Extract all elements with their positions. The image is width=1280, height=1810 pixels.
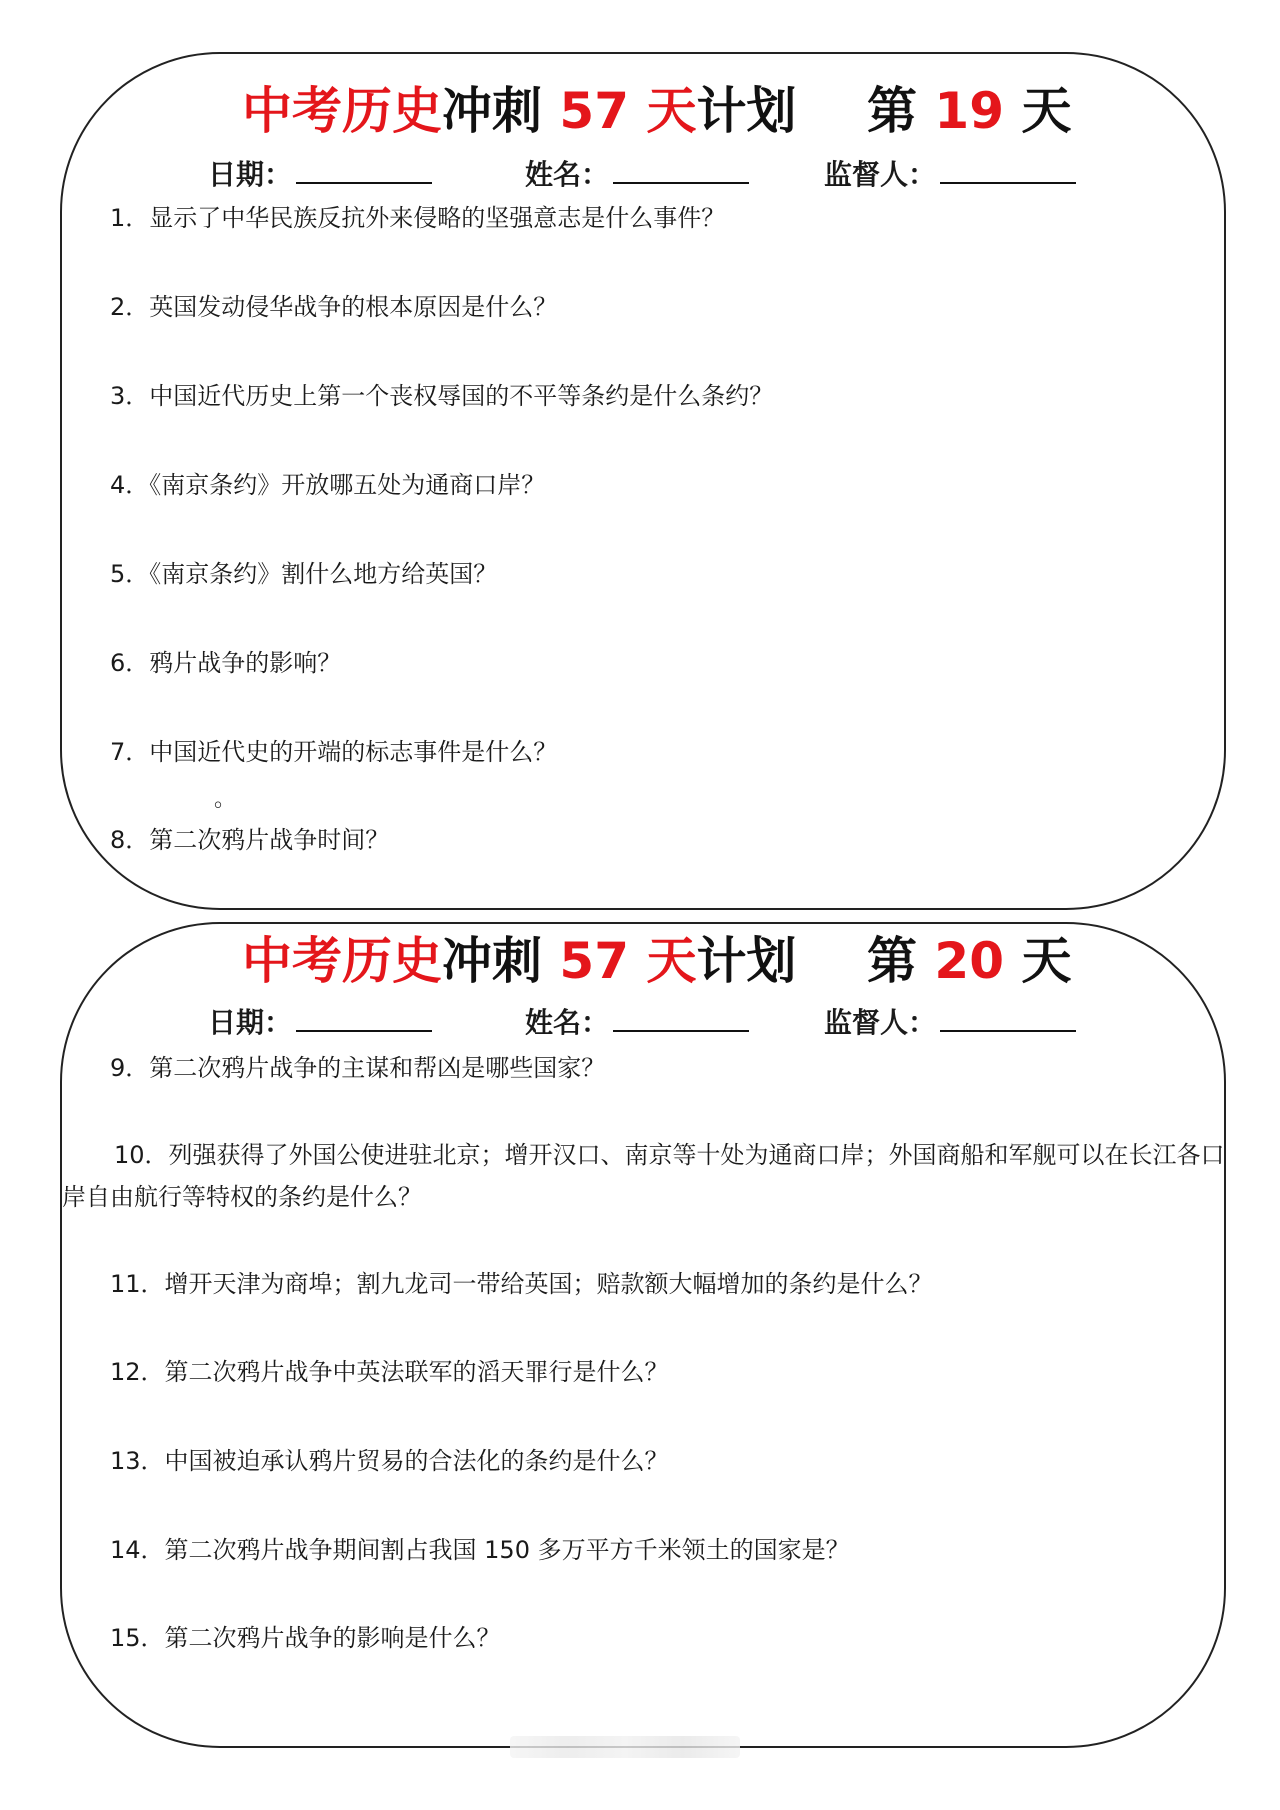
- question-item: 4．《南京条约》开放哪五处为通商口岸？: [110, 471, 546, 499]
- day-number: 19: [934, 82, 1005, 140]
- date-field: [208, 152, 432, 197]
- question-item: 2．英国发动侵华战争的根本原因是什么？: [110, 293, 558, 321]
- title-days-unit: 天: [646, 82, 697, 140]
- meta-row: [62, 152, 1224, 196]
- question-item: 12．第二次鸦片战争中英法联军的滔天罪行是什么？: [110, 1358, 669, 1386]
- question-item: 10．列强获得了外国公使进驻北京；增开汉口、南京等十处为通商口岸；外国商船和军舰可以在长江各口岸自由航行等特权的条约是什么？: [62, 1141, 1225, 1211]
- name-blank-line[interactable]: [613, 1000, 749, 1032]
- question-item: 3．中国近代历史上第一个丧权辱国的不平等条约是什么条约？: [110, 382, 774, 410]
- question-item: 1．显示了中华民族反抗外来侵略的坚强意志是什么事件？: [110, 204, 726, 232]
- name-label: 姓名：: [525, 1006, 610, 1039]
- day-counter: [867, 926, 1071, 996]
- plan-title: [242, 76, 796, 146]
- supervisor-field: [824, 152, 1076, 197]
- day-suffix: 天: [1021, 82, 1072, 140]
- supervisor-blank-line[interactable]: [940, 1000, 1076, 1032]
- day-19-card: [60, 52, 1226, 910]
- plan-title: [242, 926, 796, 996]
- name-label: 姓名：: [525, 158, 610, 191]
- title-sprint: 冲刺: [442, 932, 542, 990]
- title-subject: 中考历史: [242, 82, 442, 140]
- day-suffix: 天: [1021, 932, 1072, 990]
- name-field: [525, 152, 749, 197]
- watermark-blur: [510, 1736, 740, 1758]
- day-prefix: 第: [867, 932, 917, 990]
- card-title-row: [62, 926, 1224, 996]
- date-field: [208, 1000, 432, 1045]
- question-item: 7．中国近代史的开端的标志事件是什么？: [110, 738, 558, 766]
- date-blank-line[interactable]: [296, 152, 432, 184]
- day-prefix: 第: [867, 82, 917, 140]
- question-item: 6．鸦片战争的影响？: [110, 649, 342, 677]
- title-subject: 中考历史: [242, 932, 442, 990]
- supervisor-label: 监督人：: [824, 1006, 937, 1039]
- question-item: 15．第二次鸦片战争的影响是什么？: [110, 1624, 501, 1652]
- supervisor-field: [824, 1000, 1076, 1045]
- question-item: 5．《南京条约》割什么地方给英国？: [110, 560, 498, 588]
- title-sprint: 冲刺: [442, 82, 542, 140]
- supervisor-blank-line[interactable]: [940, 152, 1076, 184]
- date-label: 日期：: [208, 1006, 293, 1039]
- title-days-unit: 天: [646, 932, 697, 990]
- title-plan: 计划: [696, 932, 797, 990]
- day-20-card: [60, 922, 1226, 1748]
- question-item: 11．增开天津为商埠；割九龙司一带给英国；赔款额大幅增加的条约是什么？: [110, 1270, 933, 1298]
- question-item: 9．第二次鸦片战争的主谋和帮凶是哪些国家？: [110, 1054, 606, 1082]
- card-title-row: [62, 76, 1224, 146]
- title-plan: 计划: [696, 82, 797, 140]
- name-field: [525, 1000, 749, 1045]
- question-item: 13．中国被迫承认鸦片贸易的合法化的条约是什么？: [110, 1447, 669, 1475]
- date-label: 日期：: [208, 158, 293, 191]
- question-item: 8．第二次鸦片战争时间？: [110, 826, 390, 854]
- day-counter: [867, 76, 1071, 146]
- supervisor-label: 监督人：: [824, 158, 937, 191]
- meta-row: [62, 1000, 1224, 1044]
- stray-mark: 。: [214, 787, 237, 812]
- date-blank-line[interactable]: [296, 1000, 432, 1032]
- title-days-number: 57: [559, 932, 630, 990]
- question-item: 14．第二次鸦片战争期间割占我国 150 多万平方千米领土的国家是？: [110, 1536, 850, 1564]
- name-blank-line[interactable]: [613, 152, 749, 184]
- title-days-number: 57: [559, 82, 630, 140]
- day-number: 20: [934, 932, 1005, 990]
